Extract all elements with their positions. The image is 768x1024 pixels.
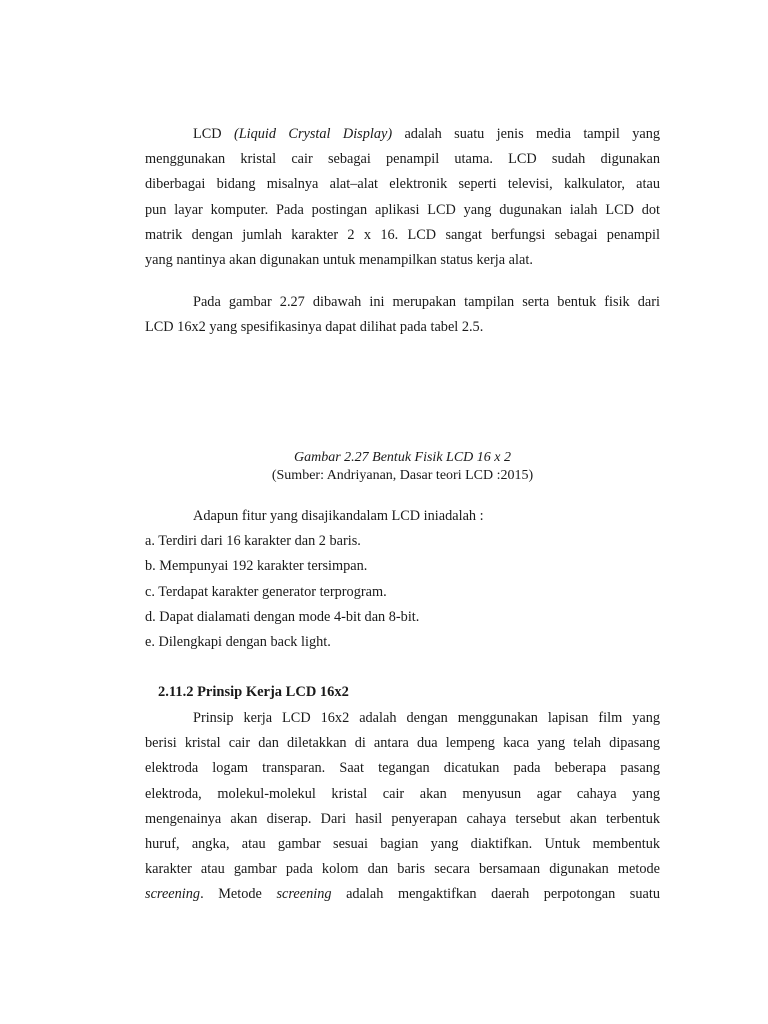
paragraph-lcd-definition: LCD (Liquid Crystal Display) adalah suatu jenis media tampil yang menggunakan kristal cair sebagai penampil utama. LCD sudah digunakan diberbagai bidang misalnya alat–alat elektronik seperti televisi, kalkulator, atau pun layar komputer. Pada postingan aplikasi LCD yang dugunakan ialah LCD dot matrik dengan jumlah karakter 2 x 16. LCD sangat berfungsi sebagai penampil yang nantinya akan digunakan untuk menampilkan status kerja alat.	[145, 126, 660, 269]
list-item: a. Terdiri dari 16 karakter dan 2 baris.	[145, 533, 361, 550]
list-item: d. Dapat dialamati dengan mode 4-bit dan 8-bit.	[145, 608, 420, 625]
feature-list	[145, 504, 484, 655]
list-item: e. Dilengkapi dengan back light.	[145, 634, 331, 651]
figure-caption	[145, 449, 660, 485]
figure-caption-source: (Sumber: Andriyanan, Dasar teori LCD :2015)	[271, 468, 534, 483]
paragraph-figure-reference: Pada gambar 2.27 dibawah ini merupakan tampilan serta bentuk fisik dari LCD 16x2 yang spesifikasinya dapat dilihat pada tabel 2.5.	[145, 294, 660, 336]
list-item: c. Terdapat karakter generator terprogram.	[145, 583, 387, 600]
list-item: b. Mempunyai 192 karakter tersimpan.	[145, 558, 368, 575]
section-heading: 2.11.2 Prinsip Kerja LCD 16x2	[158, 684, 349, 700]
figure-caption-title: Gambar 2.27 Bentuk Fisik LCD 16 x 2	[294, 450, 511, 465]
paragraph-working-principle: Prinsip kerja LCD 16x2 adalah dengan menggunakan lapisan film yang berisi kristal cair dan diletakkan di antara dua lempeng kaca yang telah dipasang elektroda logam transparan. Saat tegangan dicatukan pada beberapa pasang elektroda, molekul-molekul kristal cair akan menyusun agar cahaya yang mengenainya akan diserap. Dari hasil penyerapan cahaya tersebut akan terbentuk huruf, angka, atau gambar sesuai bagian yang diaktifkan. Untuk membentuk karakter atau gambar pada kolom dan baris secara bersamaan digunakan metode screening. Metode screening adalah mengaktifkan daerah perpotongan suatu	[145, 710, 660, 903]
feature-list-intro: Adapun fitur yang disajikandalam LCD iniadalah :	[193, 508, 484, 524]
